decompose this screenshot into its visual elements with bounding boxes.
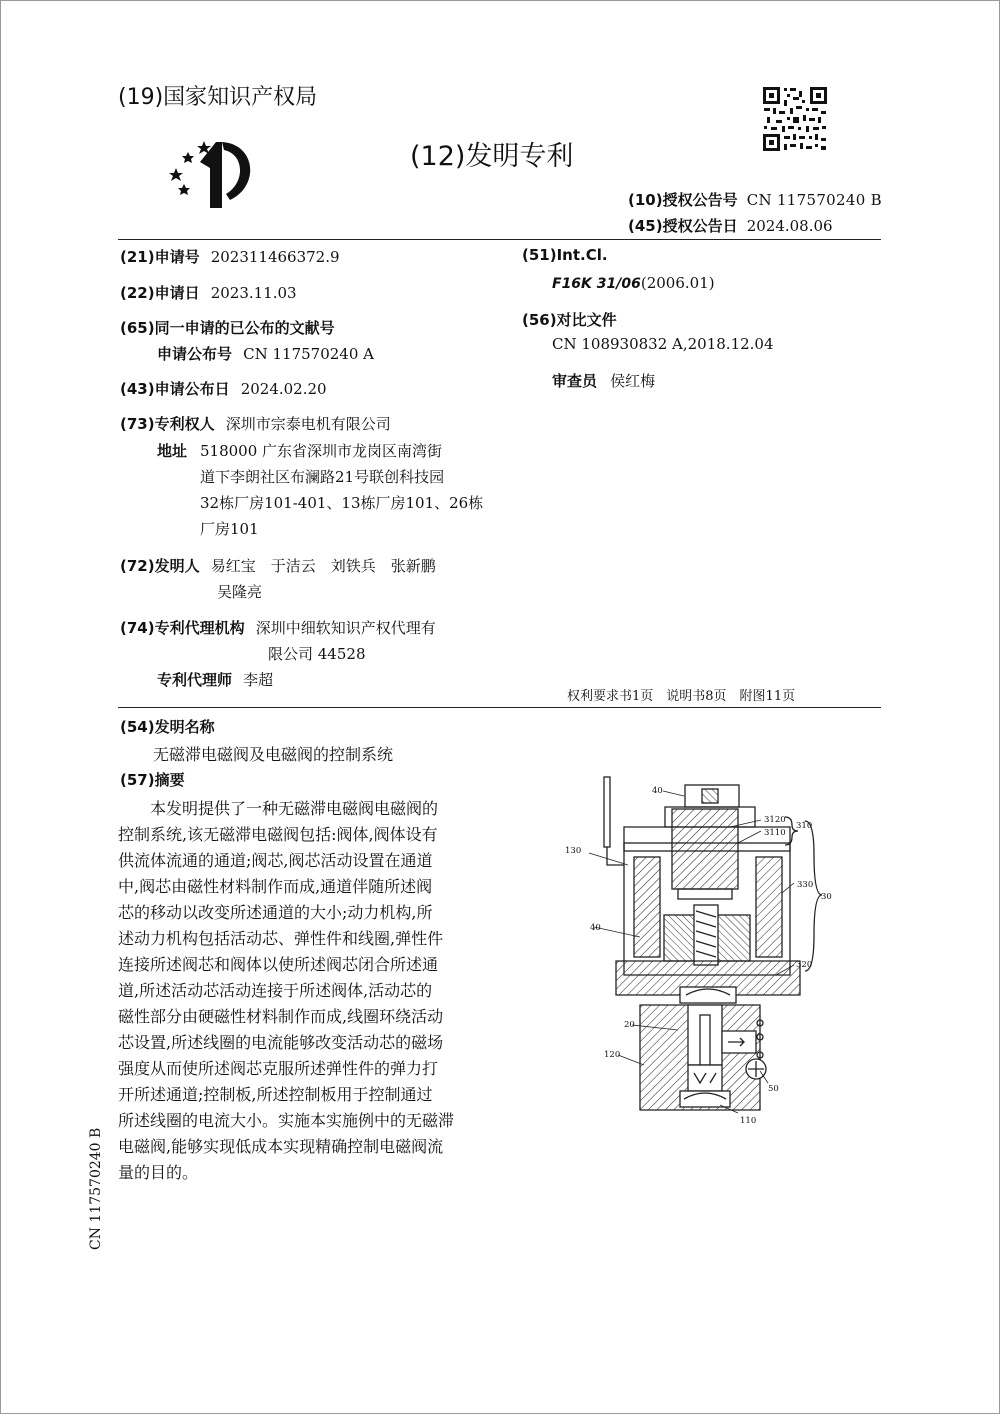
address-line: 32栋厂房101-401、13栋厂房101、26栋: [200, 494, 484, 512]
agency-continued: 限公司 44528: [268, 645, 366, 663]
side-publication-number: CN 117570240 B: [88, 1127, 104, 1250]
abstract-line: 磁性部分由硬磁性材料制作而成,线圈环绕活动: [118, 1007, 444, 1026]
abstract-label: (57)摘要: [120, 771, 185, 789]
abstract-line: 芯的移动以改变所述通道的大小;动力机构,所: [118, 903, 433, 922]
figure-label: 40: [590, 923, 601, 933]
figure-label: 110: [740, 1116, 757, 1126]
publication-number-label: (10)授权公告号: [628, 191, 738, 209]
abstract-line: 电磁阀,能够实现低成本实现精确控制电磁阀流: [118, 1137, 444, 1156]
top-rule: [118, 239, 881, 240]
int-cl-version: (2006.01): [640, 274, 715, 292]
application-date: 2023.11.03: [210, 284, 297, 302]
agent: 李超: [243, 671, 274, 689]
publication-date-label: (45)授权公告日: [628, 217, 738, 235]
address-line: 518000 广东省深圳市龙岗区南湾街: [200, 442, 443, 460]
application-publication-date-label: (43)申请公布日: [120, 380, 230, 398]
prior-publication-label: (65)同一申请的已公布的文献号: [120, 319, 335, 337]
inventors-continued: 吴隆亮: [217, 583, 263, 601]
patentee: 深圳市宗泰电机有限公司: [225, 415, 391, 433]
agency-label: (74)专利代理机构: [120, 619, 245, 637]
figure-label: 120: [604, 1050, 621, 1060]
references-label: (56)对比文件: [522, 311, 617, 329]
figure-label: 30: [821, 892, 832, 902]
application-publication-number: CN 117570240 A: [243, 345, 374, 363]
figure-label: 330: [797, 880, 814, 890]
abstract-line: 量的目的。: [118, 1163, 199, 1182]
figure-label: 3120: [764, 815, 786, 825]
abstract-line: 述动力机构包括活动芯、弹性件和线圈,弹性件: [118, 929, 444, 948]
title-label: (54)发明名称: [120, 718, 215, 736]
address-label: 地址: [157, 442, 188, 460]
examiner: 侯红梅: [610, 372, 656, 390]
figure-label: 320: [796, 960, 813, 970]
valve-cross-section-figure: [560, 765, 830, 1140]
inventors: 易红宝 于洁云 刘铁兵 张新鹏: [210, 557, 436, 575]
patentee-label: (73)专利权人: [120, 415, 215, 433]
figure-label: 20: [624, 1020, 635, 1030]
abstract-line: 道,所述活动芯活动连接于所述阀体,活动芯的: [118, 981, 433, 1000]
document-kind: (12)发明专利: [410, 141, 574, 172]
publication-number: CN 117570240 B: [746, 191, 882, 209]
abstract-line: 本发明提供了一种无磁滞电磁阀电磁阀的: [118, 799, 439, 818]
invention-title: 无磁滞电磁阀及电磁阀的控制系统: [153, 745, 394, 764]
abstract-line: 所述线圈的电流大小。实施本实施例中的无磁滞: [118, 1111, 455, 1130]
agency: 深圳中细软知识产权代理有: [255, 619, 436, 637]
application-number-label: (21)申请号: [120, 248, 200, 266]
agent-label: 专利代理师: [157, 671, 233, 689]
abstract-line: 芯设置,所述线圈的电流能够改变活动芯的磁场: [118, 1033, 444, 1052]
figure-label: 130: [565, 846, 582, 856]
figure-label: 50: [768, 1084, 779, 1094]
publication-date: 2024.08.06: [746, 217, 833, 235]
examiner-label: 审查员: [552, 372, 598, 390]
inventors-label: (72)发明人: [120, 557, 200, 575]
cnipa-logo: [164, 138, 264, 214]
abstract-line: 控制系统,该无磁滞电磁阀包括:阀体,阀体设有: [118, 825, 438, 844]
middle-rule: [118, 707, 881, 708]
reference-citation: CN 108930832 A,2018.12.04: [552, 335, 774, 353]
application-publication-number-label: 申请公布号: [157, 345, 233, 363]
abstract-line: 连接所述阀芯和阀体以使所述阀芯闭合所述通: [118, 955, 439, 974]
page-count-note: 权利要求书1页 说明书8页 附图11页: [567, 689, 796, 704]
application-date-label: (22)申请日: [120, 284, 200, 302]
int-cl-label: (51)Int.Cl.: [522, 246, 608, 264]
abstract-line: 强度从而使所述阀芯克服所述弹性件的弹力打: [118, 1059, 439, 1078]
abstract-line: 供流体流通的通道;阀芯,阀芯活动设置在通道: [118, 851, 433, 870]
qr-code: [762, 86, 828, 152]
abstract-line: 中,阀芯由磁性材料制作而成,通道伴随所述阀: [118, 877, 433, 896]
address-line: 厂房101: [200, 520, 259, 538]
figure-label: 3110: [764, 828, 786, 838]
office-name: (19)国家知识产权局: [118, 85, 318, 110]
address-line: 道下李朗社区布澜路21号联创科技园: [200, 468, 445, 486]
int-cl-code: F16K 31/06: [552, 276, 641, 292]
figure-label: 310: [796, 821, 813, 831]
abstract-line: 开所述通道;控制板,所述控制板用于控制通过: [118, 1085, 433, 1104]
figure-label: 40: [652, 786, 663, 796]
application-publication-date: 2024.02.20: [240, 380, 327, 398]
application-number: 202311466372.9: [210, 248, 340, 266]
